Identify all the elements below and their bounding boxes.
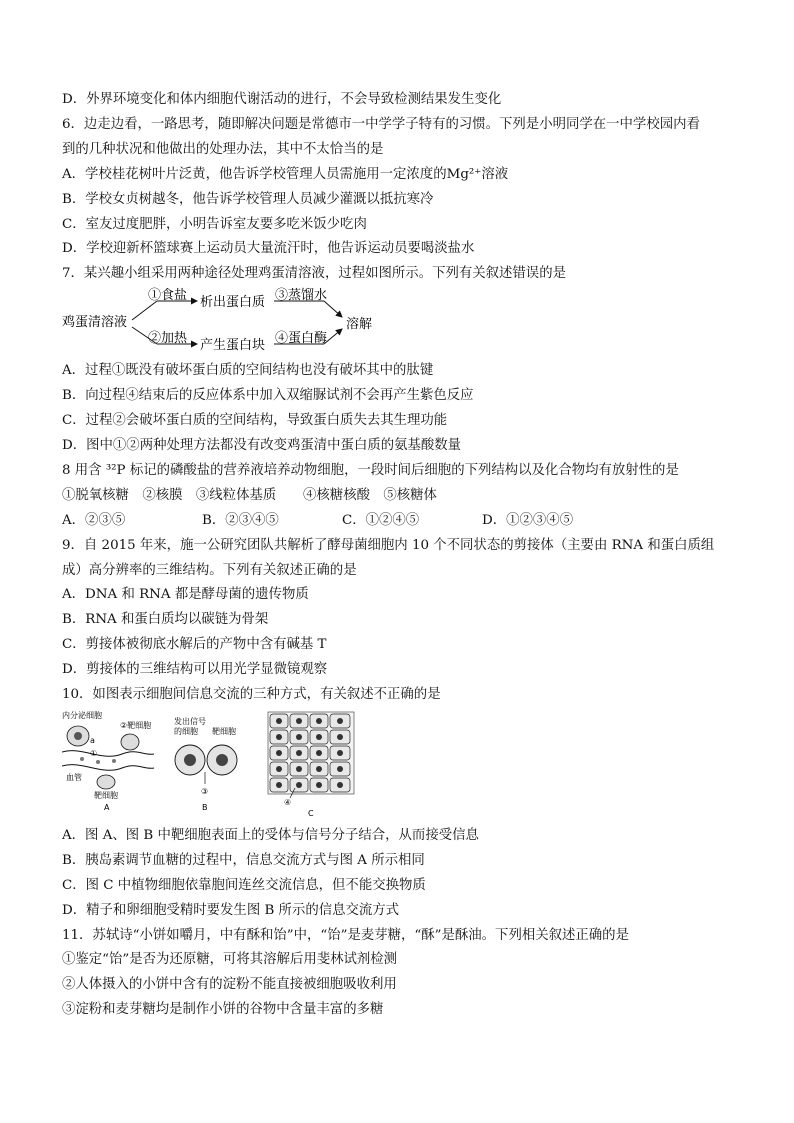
q6-option-b: B．学校女贞树越冬，他告诉学校管理人员减少灌溉以抵抗寒冷 — [62, 191, 434, 207]
q10-figure-a — [62, 710, 154, 812]
q8-option-d: D．①②③④⑤ — [482, 512, 574, 528]
q10-a-signal-dot — [80, 757, 84, 761]
q7-step1-label: ①食盐 — [148, 288, 188, 304]
exam-page — [62, 88, 742, 1023]
q6-option-c: C．室友过度肥胖，小明告诉室友要多吃米饭少吃肉 — [62, 216, 367, 232]
q10-figure — [62, 710, 742, 822]
q10-a-vessel-lower — [62, 765, 154, 771]
q7-step3-label: ③蒸馏水 — [275, 288, 328, 304]
q10-label-a: A — [104, 802, 110, 812]
q11-item-1: ①鉴定“饴”是否为还原糖，可将其溶解后用斐林试剂检测 — [62, 952, 398, 968]
q9-stem-line-2: 成）高分辨率的三维结构。下列有关叙述正确的是 — [62, 562, 357, 578]
q9-option-d: D．剪接体的三维结构可以用光学显微镜观察 — [62, 662, 328, 678]
q7-result1-label: 析出蛋白质 — [200, 295, 266, 311]
q10-b-mark: ③ — [201, 786, 209, 796]
q7-step4-label: ④蛋白酶 — [275, 331, 328, 347]
q7-start-label: 鸡蛋清溶液 — [62, 315, 128, 331]
q11-item-2: ②人体摄入的小饼中含有的淀粉不能直接被细胞吸收利用 — [62, 977, 397, 993]
q10-a-mark-a: a — [90, 735, 95, 745]
q6-stem-line-1: 6．边走边看，一路思考，随即解决问题是常德市一中学学子特有的习惯。下列是小明同学在一中学校园内看 — [62, 116, 700, 132]
q7-diagram-svg — [62, 287, 392, 357]
q8-option-a: A．②③⑤ — [62, 512, 126, 528]
q7-result2-label: 产生蛋白块 — [200, 338, 266, 354]
q6-option-a: A．学校桂花树叶片泛黄，他告诉学校管理人员需施用一定浓度的Mg²⁺溶液 — [62, 166, 509, 182]
q10-figure-svg — [62, 710, 362, 822]
q10-a-target-top-label: ②靶细胞 — [120, 720, 152, 730]
q8-items: ①脱氧核糖 ②核膜 ③线粒体基质 ④核糖核酸 ⑤核糖体 — [62, 487, 437, 503]
q10-a-mark-1: ① — [90, 748, 98, 758]
q9-stem-line-1: 9．自 2015 年来，施一公研究团队共解析了酵母菌细胞内 10 个不同状态的剪接体（主要由 RNA 和蛋白质组 — [62, 537, 715, 553]
q10-label-b: B — [202, 802, 208, 812]
q10-option-c: C．图 C 中植物细胞依靠胞间连丝交流信息，但不能交换物质 — [62, 877, 426, 893]
q10-figure-b — [174, 716, 237, 812]
q10-a-vessel-label: 血管 — [66, 772, 82, 782]
q10-a-target-top-cell — [121, 734, 139, 750]
q10-b-target-label: 靶细胞 — [212, 726, 236, 736]
q7-step2-label: ②加热 — [148, 331, 188, 347]
q7-end-label: 溶解 — [346, 317, 373, 333]
q10-c-mark: ④ — [284, 797, 292, 807]
q7-option-b: B．向过程④结束后的反应体系中加入双缩脲试剂不会再产生紫色反应 — [62, 388, 474, 404]
q10-option-d: D．精子和卵细胞受精时要发生图 B 所示的信息交流方式 — [62, 902, 400, 918]
q7-process-diagram — [62, 287, 742, 357]
q10-b-sender-label-1: 发出信号 — [174, 716, 206, 726]
q8-stem: 8 用含 ³²P 标记的磷酸盐的营养液培养动物细胞，一段时间后细胞的下列结构以及化合物均有放射性的是 — [62, 462, 679, 478]
q10-b-sender-nucleus — [184, 754, 196, 766]
q6-stem-line-2: 到的几种状况和他做出的处理办法，其中不太恰当的是 — [62, 141, 384, 157]
q10-figure-c — [268, 712, 354, 818]
q7-stem: 7．某兴趣小组采用两种途径处理鸡蛋清溶液，过程如图所示。下列有关叙述错误的是 — [62, 266, 566, 282]
q10-a-vessel-upper — [62, 748, 154, 758]
q9-option-b: B．RNA 和蛋白质均以碳链为骨架 — [62, 612, 269, 628]
q9-option-a: A．DNA 和 RNA 都是酵母菌的遗传物质 — [62, 587, 309, 603]
q10-option-a: A．图 A、图 B 中靶细胞表面上的受体与信号分子结合，从而接受信息 — [62, 827, 479, 843]
q10-b-sender-label-2: 的细胞 — [174, 726, 198, 736]
q10-stem-text: 10．如图表示细胞间信息交流的三种方式，有关叙述不正确的是 — [62, 687, 441, 703]
q8-option-c: C．①②④⑤ — [342, 512, 420, 528]
q10-b-target-nucleus — [216, 754, 228, 766]
q8-options-row — [62, 509, 742, 534]
q10-a-signal-dot — [112, 759, 116, 763]
q10-a-target-bottom-cell — [97, 775, 115, 789]
q10-a-target-bottom-label: 靶细胞 — [94, 790, 118, 800]
q10-a-signal-dot — [96, 760, 100, 764]
q11-stem: 11．苏轼诗“小饼如嚼月，中有酥和饴”中，“饴”是麦芽糖，“酥”是酥油。下列相关叙述正确的是 — [62, 927, 629, 943]
q5-option-d: D．外界环境变化和体内细胞代谢活动的进行，不会导致检测结果发生变化 — [62, 92, 502, 107]
q7-branch-up-line — [132, 301, 157, 320]
q7-option-c: C．过程②会破坏蛋白质的空间结构，导致蛋白质失去其生理功能 — [62, 413, 448, 429]
q11-item-3: ③淀粉和麦芽糖均是制作小饼的谷物中含量丰富的多糖 — [62, 1002, 384, 1018]
q6-option-d: D．学校迎新杯篮球赛上运动员大量流汗时，他告诉运动员要喝淡盐水 — [62, 241, 475, 257]
q7-arrow-3-head — [324, 301, 342, 317]
q10-a-endocrine-label: 内分泌细胞 — [62, 710, 102, 720]
q7-option-a: A．过程①既没有破坏蛋白质的空间结构也没有破坏其中的肽键 — [62, 363, 434, 379]
q10-label-c: C — [308, 808, 314, 818]
q8-option-b: B．②③④⑤ — [202, 512, 279, 528]
q10-a-endocrine-nucleus — [74, 732, 82, 740]
q10-option-b: B．胰岛素调节血糖的过程中，信息交流方式与图 A 所示相同 — [62, 852, 425, 868]
q9-option-c: C．剪接体被彻底水解后的产物中含有碱基 T — [62, 637, 327, 653]
q7-option-d: D．图中①②两种处理方法都没有改变鸡蛋清中蛋白质的氨基酸数量 — [62, 437, 462, 453]
